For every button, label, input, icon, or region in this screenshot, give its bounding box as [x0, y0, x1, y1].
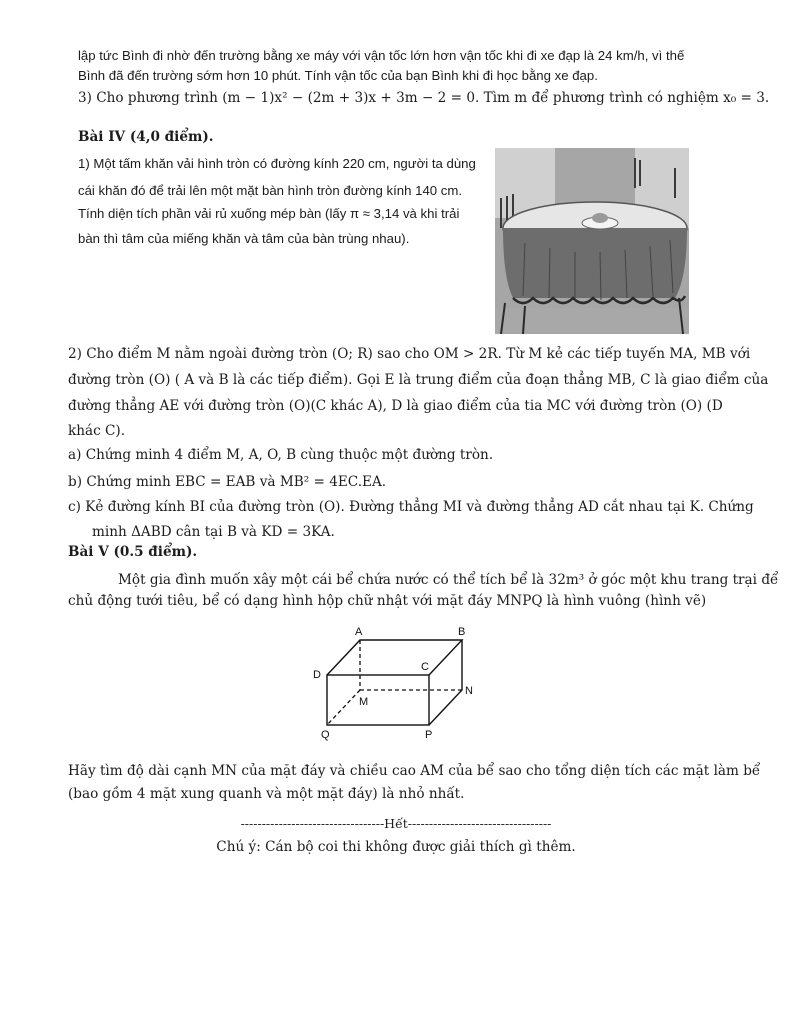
- end-marker: ----------------------------------Hết----------------------------------: [240, 816, 552, 831]
- table-photo: [495, 148, 689, 334]
- bai4-heading: Bài IV (4,0 điểm).: [78, 129, 214, 145]
- bai4-p1-line: 1) Một tấm khăn vải hình tròn có đường kính 220 cm, người ta dùng: [78, 156, 476, 171]
- vertex-label: A: [355, 626, 363, 638]
- bai4-part-b: b) Chứng minh EBC = EAB và MB² = 4EC.EA.: [68, 474, 387, 490]
- intro-line-3: 3) Cho phương trình (m − 1)x² − (2m + 3)x + 3m − 2 = 0. Tìm m để phương trình có nghiệm x₀ = 3.: [78, 90, 770, 106]
- intro-line-2: Bình đã đến trường sớm hơn 10 phút. Tính vận tốc của bạn Bình khi đi học bằng xe đạp.: [78, 68, 598, 83]
- bai5-line-1: Một gia đình muốn xây một cái bể chứa nước có thể tích bể là 32m³ ở góc một khu trang trại để: [118, 572, 779, 588]
- vertex-label: P: [425, 729, 433, 741]
- bai4-p2-line: 2) Cho điểm M nằm ngoài đường tròn (O; R) sao cho OM > 2R. Từ M kẻ các tiếp tuyến MA, MB với: [68, 346, 751, 362]
- vertex-label: D: [313, 669, 321, 681]
- bai4-p2-line: khác C).: [68, 423, 126, 439]
- intro-line-1: lập tức Bình đi nhờ đến trường bằng xe máy với vận tốc lớn hơn vận tốc khi đi xe đạp là 24 km/h, vì thế: [78, 48, 685, 63]
- box-diagram: [295, 620, 495, 745]
- vertex-label: C: [421, 661, 429, 673]
- bai5-question-line-1: Hãy tìm độ dài cạnh MN của mặt đáy và chiều cao AM của bể sao cho tổng diện tích các mặt làm bể: [68, 763, 761, 779]
- bai4-p1-line: cái khăn đó để trải lên một mặt bàn hình tròn đường kính 140 cm.: [78, 183, 463, 198]
- bai4-p2-line: đường thẳng AE với đường tròn (O)(C khác A), D là giao điểm của tia MC với đường tròn (O) (D: [68, 398, 723, 414]
- bai5-line-2: chủ động tưới tiêu, bể có dạng hình hộp chữ nhật với mặt đáy MNPQ là hình vuông (hình vẽ): [68, 593, 707, 609]
- vertex-label: B: [458, 626, 466, 638]
- bai5-heading: Bài V (0.5 điểm).: [68, 544, 198, 560]
- bai4-p2-line: đường tròn (O) ( A và B là các tiếp điểm). Gọi E là trung điểm của đoạn thẳng MB, C là giao điểm của: [68, 372, 769, 388]
- bai4-part-a: a) Chứng minh 4 điểm M, A, O, B cùng thuộc một đường tròn.: [68, 447, 494, 463]
- bai5-question-line-2: (bao gồm 4 mặt xung quanh và một mặt đáy) là nhỏ nhất.: [68, 786, 465, 802]
- vertex-label: Q: [321, 729, 330, 741]
- bai4-p1-line: Tính diện tích phần vải rủ xuống mép bàn (lấy π ≈ 3,14 và khi trải: [78, 206, 460, 221]
- footer-note: Chú ý: Cán bộ coi thi không được giải thích gì thêm.: [216, 839, 576, 855]
- vertex-label: M: [359, 696, 369, 708]
- vertex-label: N: [465, 685, 473, 697]
- bai4-part-c-line-1: c) Kẻ đường kính BI của đường tròn (O). Đường thẳng MI và đường thẳng AD cắt nhau tại K. Chứng: [68, 499, 754, 515]
- bai4-part-c-line-2: minh ΔABD cân tại B và KD = 3KA.: [92, 524, 335, 540]
- bai4-p1-line: bàn thì tâm của miếng khăn và tâm của bàn trùng nhau).: [78, 231, 410, 246]
